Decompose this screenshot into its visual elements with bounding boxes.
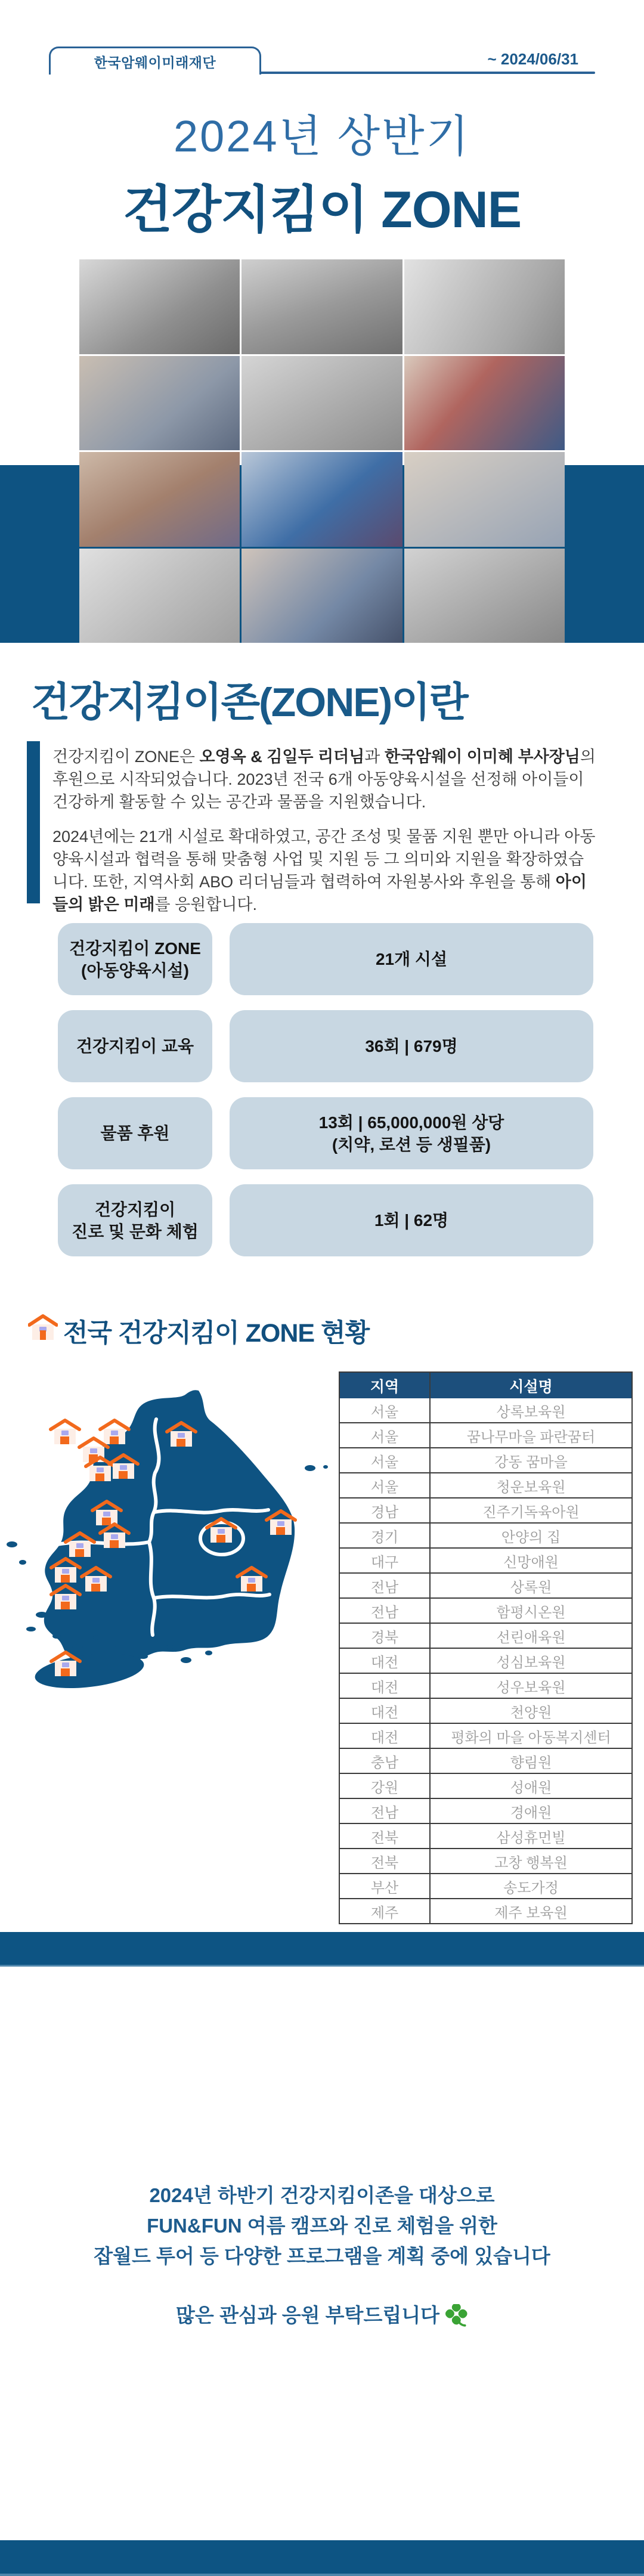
cell-region: 대구 [340,1549,431,1572]
stat-value-experience: 1회 | 62명 [230,1184,593,1256]
cell-region: 전북 [340,1849,431,1873]
about-text [52,745,596,928]
photo-9 [404,452,565,547]
cell-region: 전남 [340,1799,431,1823]
cell-facility: 평화의 마을 아동복지센터 [451,1729,611,1746]
cell-region: 제주 [340,1899,431,1923]
page-title: 건강지킴이 ZONE [122,181,522,239]
cell-facility: 고창 행복원 [494,1854,568,1871]
about-heading: 건강지킴이존(ZONE)이란 [31,680,467,725]
cell-region: 강원 [340,1774,431,1798]
stat-label-donation: 물품 후원 [58,1097,212,1169]
table-row [340,1724,631,1749]
period-date: ~ 2024/06/31 [487,50,578,68]
stat-label-education: 건강지킴이 교육 [58,1010,212,1082]
outro-text [0,2180,644,2330]
foundation-badge-label: 한국암웨이미래재단 [94,54,216,70]
table-row [340,1799,631,1824]
outro-line-1: 2024년 하반기 건강지킴이존을 대상으로 [149,2184,495,2206]
photo-4 [79,356,240,451]
stat-value-zone: 21개 시설 [230,923,593,995]
cell-facility: 안양의 집 [501,1529,561,1546]
photo-8 [242,452,402,547]
cell-facility: 성심보육원 [496,1654,566,1671]
cell-region: 대전 [340,1724,431,1748]
korea-map [0,1366,334,1914]
table-row [340,1599,631,1624]
outro-line-3: 잡월드 투어 등 다양한 프로그램을 계획 중에 있습니다 [94,2245,550,2267]
cell-facility: 천양원 [510,1704,552,1721]
cell-region: 충남 [340,1749,431,1773]
cell-region: 서울 [340,1398,431,1422]
stat-label-experience: 건강지킴이 진로 및 문화 체험 [58,1184,212,1256]
outro-line-2: FUN&FUN 여름 캠프와 진로 체험을 위한 [147,2215,497,2237]
table-row [340,1524,631,1549]
photo-12 [404,549,565,643]
cell-facility: 선린애육원 [496,1629,566,1646]
cell-facility: 청운보육원 [496,1479,566,1496]
cell-facility: 경애원 [510,1804,552,1821]
photo-10 [79,549,240,643]
facility-table-header [340,1373,631,1398]
table-row [340,1498,631,1524]
photo-1 [79,259,240,354]
cell-region: 전북 [340,1824,431,1848]
header-rule [259,72,595,74]
facility-table [339,1371,633,1924]
cell-facility: 제주 보육원 [494,1905,568,1921]
divider-band [0,1932,644,1967]
table-row [340,1624,631,1649]
cell-facility: 강동 꿈마을 [494,1454,568,1470]
foundation-badge [49,47,261,75]
photo-collage [79,259,565,643]
table-row [340,1849,631,1874]
table-row [340,1699,631,1724]
photo-11 [242,549,402,643]
table-row [340,1649,631,1674]
cell-region: 전남 [340,1574,431,1597]
stat-value-education: 36회 | 679명 [230,1010,593,1082]
cell-region: 서울 [340,1423,431,1447]
table-row [340,1473,631,1498]
cell-region: 경북 [340,1624,431,1648]
cell-region: 전남 [340,1599,431,1623]
photo-3 [404,259,565,354]
cell-facility: 상록원 [510,1579,552,1596]
cell-facility: 성애원 [510,1779,552,1796]
table-row [340,1549,631,1574]
col-header-facility: 시설명 [509,1378,553,1395]
table-row [340,1674,631,1699]
table-row [340,1824,631,1849]
quote-bar [27,741,40,903]
cell-region: 서울 [340,1448,431,1472]
photo-6 [404,356,565,451]
table-row [340,1899,631,1924]
cell-region: 대전 [340,1649,431,1673]
clover-icon [445,2304,468,2327]
photo-5 [242,356,402,451]
cell-facility: 송도가정 [503,1880,559,1896]
about-paragraph-2: 2024년에는 21개 시설로 확대하였고, 공간 조성 및 물품 지원 뿐만 아니라 아동양육시설과 협력을 통해 맞춤형 사업 및 지원 등 그 의미와 지원을 확장하였습니다. 또한, 지역사회 ABO 리더님들과 협력하여 자원봉사와 후원을 통해 아이들의 밝은 미래를 응원합니다. [52,828,596,914]
cell-region: 대전 [340,1699,431,1723]
cell-region: 대전 [340,1674,431,1698]
cell-facility: 상록보육원 [496,1404,566,1420]
cell-facility: 성우보육원 [496,1679,566,1696]
stat-value-donation: 13회 | 65,000,000원 상당 (치약, 로션 등 생필품) [230,1097,593,1169]
cell-region: 경남 [340,1498,431,1522]
table-row [340,1423,631,1448]
table-row [340,1398,631,1423]
table-row [340,1774,631,1799]
cell-facility: 향림원 [510,1754,552,1771]
cell-region: 경기 [340,1524,431,1547]
facility-table-body [340,1398,631,1924]
table-row [340,1874,631,1899]
table-row [340,1448,631,1473]
cell-facility: 함평시온원 [496,1604,566,1621]
cell-facility: 삼성휴먼빌 [496,1829,566,1846]
photo-7 [79,452,240,547]
map-section-title: 전국 건강지킴이 ZONE 현황 [63,1319,370,1348]
house-icon [28,1314,58,1343]
cell-facility: 꿈나무마을 파란꿈터 [466,1429,596,1445]
page-subtitle: 2024년 상반기 [173,112,471,161]
outro-line-4: 많은 관심과 응원 부탁드립니다 [0,2300,644,2330]
col-header-region: 지역 [340,1373,431,1398]
table-row [340,1574,631,1599]
stat-label-zone: 건강지킴이 ZONE (아동양육시설) [58,923,212,995]
footer-band [0,2540,644,2576]
table-row [340,1749,631,1774]
photo-2 [242,259,402,354]
about-paragraph-1: 건강지킴이 ZONE은 오영옥 & 김일두 리더님과 한국암웨이 이미혜 부사장님의 후원으로 시작되었습니다. 2023년 전국 6개 아동양육시설을 선정해 아이들이 건강하게 활동할 수 있는 공간과 물품을 지원했습니다. [52,748,596,811]
cell-facility: 신망애원 [503,1554,559,1571]
cell-facility: 진주기독육아원 [482,1504,580,1521]
cell-region: 부산 [340,1874,431,1898]
cell-region: 서울 [340,1473,431,1497]
